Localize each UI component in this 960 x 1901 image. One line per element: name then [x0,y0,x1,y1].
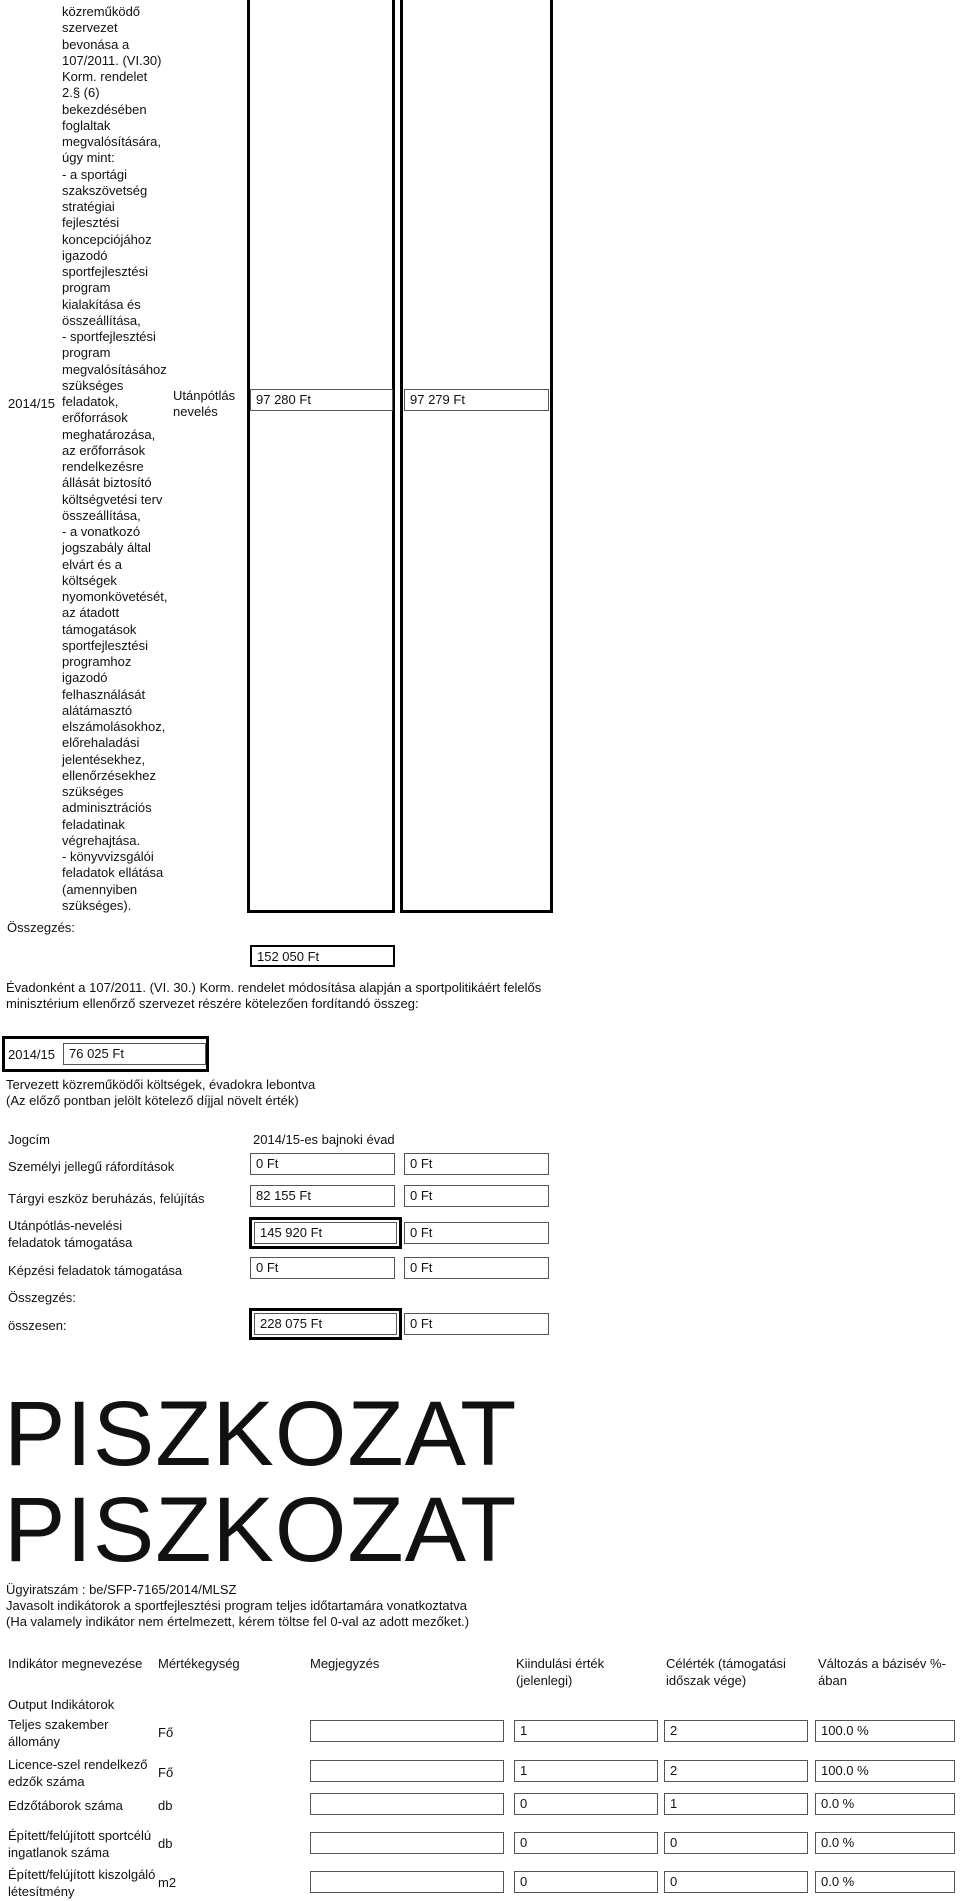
indicator-note-field[interactable] [310,1871,504,1893]
description-line: fejlesztési [62,215,120,231]
description-line: szükséges). [62,897,132,913]
cost-row-value-1[interactable]: 145 920 Ft [254,1222,397,1244]
column-bottom-left [247,910,395,913]
header-season: 2014/15-es bajnoki évad [253,1132,395,1147]
description-line: 107/2011. (VI.30) [62,52,162,68]
description-line: szükséges [62,784,124,799]
mandatory-season: 2014/15 [8,1047,55,1062]
mandatory-text-2: minisztérium ellenőrző szervezet részére kötelezően fordítandó összeg: [6,996,419,1011]
description-line: (amennyiben [62,881,138,897]
indicator-change-field[interactable]: 0.0 % [815,1793,955,1815]
indicator-unit: Fő [158,1725,174,1740]
summary-label: Összegzés: [7,920,75,935]
description-line: programhoz [62,654,132,669]
description-line: összeállítása, [62,507,141,523]
cost-row-label: Tárgyi eszköz beruházás, felújítás [8,1191,205,1206]
planned-total-value-2[interactable]: 0 Ft [404,1313,549,1335]
cost-row-label: Személyi jellegű ráfordítások [8,1159,175,1174]
description-line: - a sportági [62,166,128,182]
header-start-value: Kiindulási érték (jelenlegi) [516,1656,605,1688]
description-line: összeállítása, [62,312,141,328]
description-line: alátámasztó [62,702,133,718]
description-line: 2.§ (6) [62,85,100,101]
column-divider-right-a [400,0,403,913]
description-line: jelentésekhez, [62,751,146,767]
task-description [62,4,168,914]
description-line: előrehaladási [62,735,140,751]
description-line: ellenőrzésekhez [62,767,156,783]
cost-row-label: Utánpótlás-nevelési feladatok támogatása [8,1218,133,1250]
description-line: feladatinak [62,816,125,832]
mandatory-value[interactable]: 76 025 Ft [63,1043,206,1065]
description-line: nyomonkövetését, [62,589,168,604]
indicator-start-field[interactable]: 0 [514,1793,658,1815]
description-line: foglaltak [62,117,111,133]
description-line: állását biztosító [62,475,152,491]
description-line: stratégiai [62,199,115,214]
amount-field-1[interactable]: 97 280 Ft [250,389,393,411]
file-number: Ügyiratszám : be/SFP-7165/2014/MLSZ [6,1582,237,1597]
planned-title-2: (Az előző pontban jelölt kötelező díjjal növelt érték) [6,1093,299,1108]
indicator-start-field[interactable]: 1 [514,1720,658,1742]
description-line: adminisztrációs [62,800,152,816]
indicator-name: Épített/felújított kiszolgáló létesítmény [8,1867,156,1899]
column-divider-left-a [247,0,250,913]
indicator-change-field[interactable]: 100.0 % [815,1720,955,1742]
indicator-start-field[interactable]: 0 [514,1871,658,1893]
description-line: Korm. rendelet [62,69,148,84]
indicator-unit: m2 [158,1875,177,1890]
description-line: szakszövetség [62,182,148,198]
description-line: elszámolásokhoz, [62,719,166,734]
description-line: jogszabály által [62,540,151,556]
description-line: meghatározása, [62,426,156,442]
header-unit: Mértékegység [158,1656,240,1671]
cost-row-value-1[interactable]: 82 155 Ft [250,1185,395,1207]
header-jogcim: Jogcím [8,1132,50,1147]
indicator-unit: db [158,1836,173,1851]
indicator-target-field[interactable]: 1 [664,1793,808,1815]
description-line: sportfejlesztési [62,264,148,279]
description-line: rendelkezésre [62,459,144,474]
draft-watermark-2: PISZKOZAT [4,1479,518,1581]
description-line: az erőforrások [62,442,146,458]
cost-row-value-1[interactable]: 0 Ft [250,1257,395,1279]
description-line: költségvetési terv [62,491,163,507]
description-line: program [62,280,111,296]
description-line: költségek [62,572,117,588]
description-line: végrehajtása. [62,832,141,848]
description-line: bevonása a [62,36,130,52]
header-note: Megjegyzés [310,1656,380,1671]
indicator-target-field[interactable]: 2 [664,1760,808,1782]
indicator-name: Edzőtáborok száma [8,1798,123,1813]
description-line: sportfejlesztési [62,637,148,653]
description-line: elvárt és a [62,556,122,572]
indicator-note-field[interactable] [310,1793,504,1815]
description-line: támogatások [62,621,137,637]
season-label: 2014/15 [8,396,55,411]
indicator-start-field[interactable]: 0 [514,1832,658,1854]
header-target-value: Célérték (támogatási időszak vége) [666,1656,786,1688]
indicator-change-field[interactable]: 0.0 % [815,1832,955,1854]
indicator-target-field[interactable]: 0 [664,1832,808,1854]
description-line: - könyvvizsgálói [62,849,154,864]
indicator-target-field[interactable]: 2 [664,1720,808,1742]
column-divider-right-b [550,0,553,913]
description-line: szervezet [62,20,118,36]
description-line: - a vonatkozó [62,524,141,539]
description-line: szükséges [62,377,124,393]
indicator-name: Teljes szakember állomány [8,1717,109,1749]
description-line: közreműködő [62,4,141,19]
description-line: megvalósítására, [62,134,161,149]
description-line: felhasználását [62,686,146,702]
indicator-unit: Fő [158,1765,174,1780]
cost-row-value-2[interactable]: 0 Ft [404,1222,549,1244]
header-change: Változás a bázisév %-ában [818,1656,946,1688]
description-line: megvalósításához [62,361,167,377]
indicator-change-field[interactable]: 100.0 % [815,1760,955,1782]
indicator-note-field[interactable] [310,1832,504,1854]
description-line: koncepciójához [62,231,152,247]
description-line: igazodó [62,670,108,686]
indicator-name: Épített/felújított sportcélú ingatlanok száma [8,1828,152,1860]
draft-watermark-1: PISZKOZAT [4,1383,518,1485]
indicators-intro-1: Javasolt indikátorok a sportfejlesztési program teljes időtartamára vonatkoztatva [6,1598,467,1613]
description-line: kialakítása és [62,296,141,312]
planned-total-value-1[interactable]: 228 075 Ft [254,1313,397,1335]
description-line: igazodó [62,247,108,263]
description-line: program [62,345,111,361]
mandatory-text-1: Évadonként a 107/2011. (VI. 30.) Korm. rendelet módosítása alapján a sportpolitikáért felelős [6,980,542,995]
planned-summary-label: Összegzés: [8,1290,76,1305]
amount-field-2[interactable]: 97 279 Ft [404,389,549,411]
category-label: Utánpótlás nevelés [173,388,236,419]
cost-row-label: Képzési feladatok támogatása [8,1263,183,1278]
planned-total-label: összesen: [8,1318,67,1333]
indicator-change-field[interactable]: 0.0 % [815,1871,955,1893]
cost-row-value-2[interactable]: 0 Ft [404,1185,549,1207]
indicator-group-label: Output Indikátorok [8,1697,115,1712]
description-line: erőforrások [62,410,128,426]
header-indicator-name: Indikátor megnevezése [8,1656,143,1671]
column-bottom-right [400,910,553,913]
indicator-unit: db [158,1798,173,1813]
description-line: feladatok ellátása [62,865,164,881]
planned-title-1: Tervezett közreműködői költségek, évadokra lebontva [6,1077,316,1092]
cost-row-value-1[interactable]: 0 Ft [250,1153,395,1175]
indicator-note-field[interactable] [310,1760,504,1782]
description-line: bekezdésében [62,101,147,117]
description-line: - sportfejlesztési [62,329,156,344]
indicator-target-field[interactable]: 0 [664,1871,808,1893]
indicator-start-field[interactable]: 1 [514,1760,658,1782]
summary-value[interactable]: 152 050 Ft [250,945,395,967]
indicators-intro-2: (Ha valamely indikátor nem értelmezett, kérem töltse fel 0-val az adott mezőket.) [6,1614,470,1629]
description-line: feladatok, [62,394,119,409]
column-divider-left-b [392,0,395,913]
cost-row-value-2[interactable]: 0 Ft [404,1153,549,1175]
description-line: úgy mint: [62,150,115,166]
indicator-name: Licence-szel rendelkező edzők száma [8,1757,148,1789]
description-line: az átadott [62,605,120,621]
cost-row-value-2[interactable]: 0 Ft [404,1257,549,1279]
indicator-note-field[interactable] [310,1720,504,1742]
